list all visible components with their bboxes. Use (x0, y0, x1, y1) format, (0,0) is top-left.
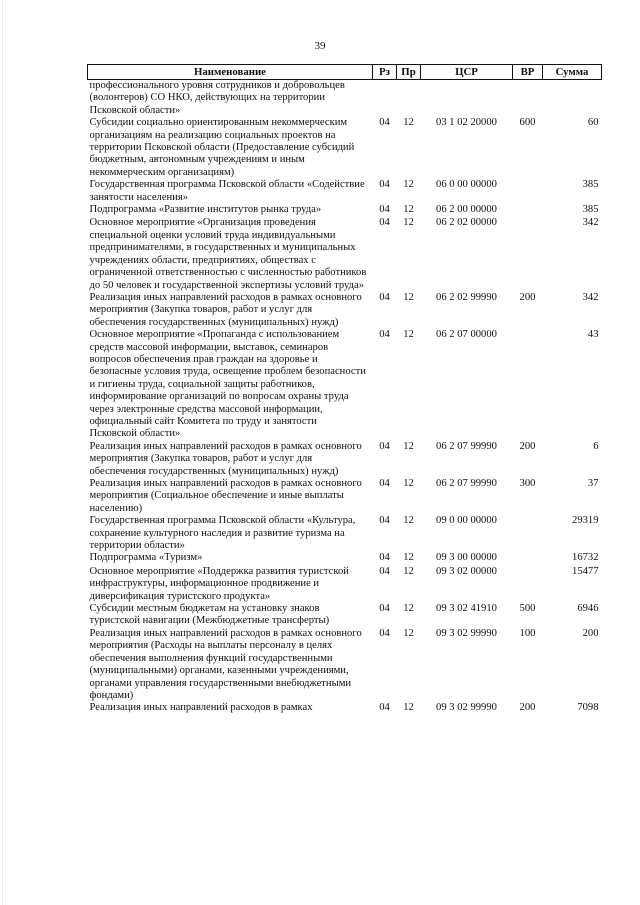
row-vr (513, 80, 543, 118)
table-row (88, 329, 602, 441)
row-sum: 200 (582, 627, 599, 639)
row-pr: 12 (403, 603, 414, 615)
row-sum: 29319 (572, 515, 599, 527)
row-pr: 12 (403, 440, 414, 452)
row-sum: 385 (582, 204, 599, 216)
row-vr (513, 566, 543, 603)
row-sum: 342 (582, 291, 599, 303)
row-csr: 09 3 02 00000 (436, 565, 497, 577)
row-rz (373, 80, 397, 118)
row-sum: 385 (582, 179, 599, 191)
row-name: Реализация иных направлений расходов в рамках основного мероприятия (Закупка товаров, работ и услуг для обеспечения государственных (муниципальных) нужд) (89, 440, 362, 477)
row-vr (513, 552, 543, 565)
row-vr (513, 329, 543, 441)
row-sum: 60 (587, 117, 599, 129)
row-vr: 200 (519, 702, 536, 714)
row-name: Реализация иных направлений расходов в рамках основного мероприятия (Социальное обеспечение и иные выплаты населению) (89, 478, 362, 514)
row-pr: 12 (403, 565, 414, 577)
row-sum: 43 (587, 329, 599, 341)
row-rz: 04 (379, 478, 390, 489)
row-pr: 12 (403, 627, 414, 639)
row-csr: 06 2 00 00000 (436, 204, 497, 216)
table-row (88, 603, 602, 628)
header-row (88, 65, 602, 80)
row-pr (397, 80, 421, 118)
row-pr: 12 (403, 478, 414, 489)
table-row (88, 117, 602, 179)
table-row (88, 478, 602, 515)
table-row (88, 80, 602, 118)
row-pr: 12 (403, 117, 414, 129)
row-vr: 500 (519, 603, 536, 615)
table-row (88, 702, 602, 715)
row-name: Подпрограмма «Развитие институтов рынка труда» (89, 204, 322, 216)
row-vr: 200 (519, 440, 536, 452)
row-csr: 06 2 07 00000 (436, 329, 497, 341)
row-vr: 200 (519, 291, 536, 303)
table-row (88, 566, 602, 603)
header-name: Наименование (88, 65, 373, 80)
table-row (88, 441, 602, 478)
row-rz: 04 (379, 603, 390, 615)
table-row (88, 204, 602, 217)
row-pr: 12 (403, 179, 414, 191)
budget-table (87, 64, 602, 716)
row-csr: 06 2 07 99990 (436, 440, 497, 452)
table-row (88, 179, 602, 204)
header-csr: ЦСР (421, 65, 513, 80)
row-rz: 04 (379, 440, 390, 452)
row-csr: 06 2 02 99990 (436, 291, 497, 303)
row-pr: 12 (403, 702, 414, 714)
row-csr: 09 3 02 99990 (436, 627, 497, 639)
row-name: Государственная программа Псковской области «Культура, сохранение культурного наследия и развитие туризма на территории области» (89, 515, 356, 552)
row-vr: 600 (519, 117, 536, 129)
table-row (88, 292, 602, 329)
row-vr (513, 515, 543, 552)
row-vr: 100 (519, 627, 536, 639)
header-sum: Сумма (543, 65, 602, 80)
row-rz: 04 (379, 329, 390, 341)
row-rz: 04 (379, 217, 390, 229)
row-rz: 04 (379, 117, 390, 129)
header-vr: ВР (513, 65, 543, 80)
row-vr (513, 217, 543, 291)
row-sum: 6 (593, 440, 599, 452)
row-csr: 06 0 00 00000 (436, 179, 497, 191)
row-name: Реализация иных направлений расходов в рамках основного мероприятия (Расходы на выплаты персоналу в целях обеспечения выполнения функций государственными (муниципальными) органами, казенными учреждениями, органами управления государственными внебюджетными фондами) (89, 627, 362, 701)
row-vr (513, 179, 543, 204)
table-row (88, 552, 602, 565)
row-name: Подпрограмма «Туризм» (89, 552, 203, 564)
row-csr (421, 80, 513, 118)
row-vr (513, 204, 543, 217)
scan-margin-line (2, 0, 3, 905)
row-sum: 6946 (577, 603, 599, 615)
row-rz: 04 (379, 179, 390, 191)
row-sum: 37 (587, 478, 599, 489)
header-pr: Пр (397, 65, 421, 80)
row-name: Реализация иных направлений расходов в рамках (89, 702, 313, 714)
table-row (88, 217, 602, 291)
header-rz: Рз (373, 65, 397, 80)
row-csr: 09 3 00 00000 (436, 552, 497, 564)
row-csr: 09 3 02 99990 (436, 702, 497, 714)
table-row (88, 515, 602, 552)
row-rz: 04 (379, 627, 390, 639)
row-pr: 12 (403, 329, 414, 341)
row-pr: 12 (403, 515, 414, 527)
row-vr: 300 (519, 478, 536, 489)
row-name: Основное мероприятие «Поддержка развития туристской инфраструктуры, информационное продвижение и диверсификация туристского продукта» (89, 565, 349, 602)
row-rz: 04 (379, 702, 390, 714)
row-csr: 03 1 02 20000 (436, 117, 497, 129)
row-name: Государственная программа Псковской области «Содействие занятости населения» (89, 179, 365, 203)
row-rz: 04 (379, 565, 390, 577)
row-pr: 12 (403, 204, 414, 216)
row-name: Реализация иных направлений расходов в рамках основного мероприятия (Закупка товаров, работ и услуг для обеспечения государственных (муниципальных) нужд) (89, 291, 362, 328)
row-csr: 06 2 02 00000 (436, 217, 497, 229)
row-csr: 06 2 07 99990 (436, 478, 497, 489)
row-pr: 12 (403, 291, 414, 303)
row-rz: 04 (379, 515, 390, 527)
row-pr: 12 (403, 552, 414, 564)
row-name: Субсидии социально ориентированным некоммерческим организациям на реализацию социальных проектов на территории Псковской области (Предоставление субсидий бюджетным, автономным учреждениям и иным некоммерческим организациям) (89, 117, 355, 178)
row-name: Субсидии местным бюджетам на установку знаков туристской навигации (Межбюджетные трансферты) (89, 603, 330, 627)
row-rz: 04 (379, 204, 390, 216)
row-csr: 09 3 02 41910 (436, 603, 497, 615)
row-name: профессионального уровня сотрудников и добровольцев (волонтеров) СО НКО, действующих на территории Псковской области» (89, 80, 345, 116)
row-sum: 7098 (577, 702, 599, 714)
row-name: Основное мероприятие «Организация проведения специальной оценки условий труда индивидуальными предпринимателями, в государственных и муниципальных учреждениях области, предприятиях, обществах с ограниченной ответственностью с численностью работников до 50 человек и государственной экспертизы условий труда» (89, 217, 367, 291)
table-body (88, 80, 602, 716)
row-rz: 04 (379, 291, 390, 303)
row-csr: 09 0 00 00000 (436, 515, 497, 527)
table-row (88, 628, 602, 702)
row-sum: 16732 (572, 552, 599, 564)
row-sum: 15477 (572, 565, 599, 577)
row-name: Основное мероприятие «Пропаганда с использованием средств массовой информации, выставок, семинаров вопросов обеспечения прав граждан на здоровье и безопасные условия труда, освещение проблем безопасности и гигиены труда, социальной защиты работников, информирование организаций по вопросам охраны труда через электронные средства массовой информации, официальный сайт Комитета по труду и занятости Псковской области» (89, 329, 366, 440)
row-sum: 342 (582, 217, 599, 229)
page-number: 39 (314, 40, 326, 52)
row-rz: 04 (379, 552, 390, 564)
table-header (88, 65, 602, 80)
row-pr: 12 (403, 217, 414, 229)
row-sum (543, 80, 602, 118)
